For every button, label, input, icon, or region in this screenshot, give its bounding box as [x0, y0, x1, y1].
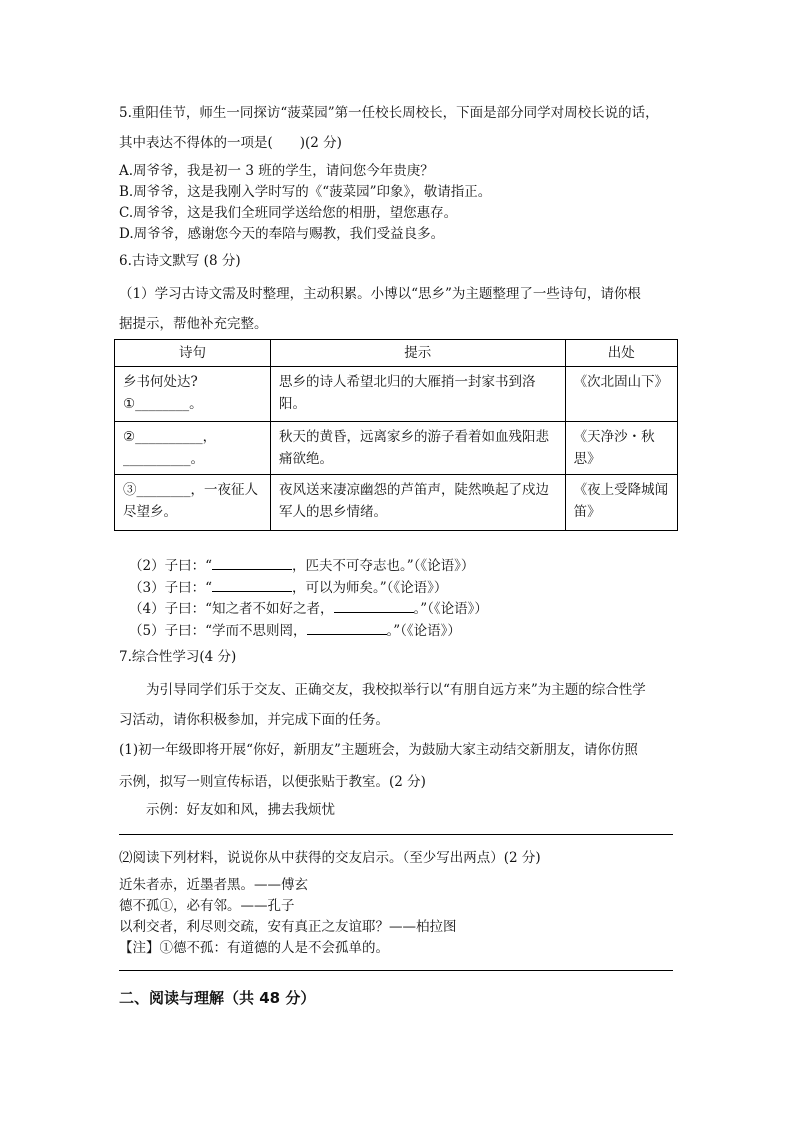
q5-option-c: C.周爷爷，这是我们全班同学送给您的相册，望您惠存。 — [119, 205, 458, 221]
material-item: 以利交者，利尽则交疏，安有真正之友谊耶？——柏拉图 — [119, 919, 457, 935]
source-cell: 《次北固山下》 — [565, 367, 677, 422]
verse-cell[interactable] — [115, 367, 271, 422]
q7-title: 7.综合性学习(4 分) — [119, 649, 237, 665]
q6-item-3 — [129, 577, 447, 598]
q7-part2: ⑵阅读下列材料，说说你从中获得的交友启示。（至少写出两点）(2 分) — [119, 850, 541, 866]
verse-blank[interactable]: ③________，一夜征人尽望乡。 — [123, 482, 258, 520]
table-header-row — [115, 340, 678, 367]
q5-line1: 5.重阳佳节，师生一同探访“菠菜园”第一任校长周校长，下面是部分同学对周校长说的话， — [119, 105, 659, 121]
q7-intro-line1: 为引导同学们乐于交友、正确交友，我校拟举行以“有朋自远方来”为主题的综合性学 — [146, 682, 646, 698]
verse-text: 乡书何处达? — [123, 374, 198, 390]
q6-title: 6.古诗文默写 (8 分) — [119, 253, 241, 269]
answer-line[interactable] — [119, 834, 673, 835]
source-cell: 《夜上受降城闻笛》 — [565, 475, 677, 531]
verse-blank[interactable]: __________。 — [123, 451, 204, 467]
q5-line2: 其中表达不得体的一项是( )(2 分) — [119, 135, 342, 151]
poem-table — [114, 339, 678, 531]
table-header: 出处 — [565, 340, 677, 367]
answer-blank[interactable] — [212, 577, 292, 592]
q6-item-4 — [129, 598, 488, 619]
verse-cell[interactable] — [115, 422, 271, 475]
material-item: 近朱者赤，近墨者黑。——傅玄 — [119, 877, 308, 893]
q6-intro-line2: 据提示，帮他补充完整。 — [119, 316, 268, 332]
source-cell: 《天净沙・秋思》 — [565, 422, 677, 475]
item-prefix: （5）子曰：“学而不思则罔， — [129, 623, 307, 639]
answer-blank[interactable] — [212, 555, 292, 570]
item-prefix: （4）子曰：“知之者不如好之者， — [129, 601, 334, 617]
answer-blank[interactable] — [307, 620, 387, 635]
answer-line[interactable] — [119, 970, 673, 971]
q5-option-a: A.周爷爷，我是初一 3 班的学生，请问您今年贵庚？ — [119, 163, 434, 179]
section-heading: 二、阅读与理解（共 48 分） — [119, 989, 316, 1007]
hint-cell: 秋天的黄昏，远离家乡的游子看着如血残阳悲痛欲绝。 — [271, 422, 566, 475]
q7-part1-line2: 示例，拟写一则宣传标语，以便张贴于教室。(2 分) — [119, 774, 426, 790]
item-suffix: ，可以为师矣。”（《论语》） — [292, 580, 448, 596]
hint-cell: 思乡的诗人希望北归的大雁捎一封家书到洛阳。 — [271, 367, 566, 422]
verse-blank[interactable]: ①________。 — [123, 396, 203, 412]
q5-option-d: D.周爷爷，感谢您今天的奉陪与赐教，我们受益良多。 — [119, 226, 445, 242]
table-row — [115, 475, 678, 531]
table-header: 诗句 — [115, 340, 271, 367]
q7-example: 示例：好友如和风，拂去我烦忧 — [146, 802, 335, 818]
item-prefix: （2）子曰：“ — [129, 558, 212, 574]
q5-option-b: B.周爷爷，这是我刚入学时写的《“菠菜园”印象》，敬请指正。 — [119, 184, 492, 200]
item-suffix: 。”（《论语》） — [386, 623, 461, 639]
material-item: 德不孤①，必有邻。——孔子 — [119, 898, 295, 914]
item-prefix: （3）子曰：“ — [129, 580, 212, 596]
hint-cell: 夜风送来凄凉幽怨的芦笛声，陡然唤起了戍边军人的思乡情绪。 — [271, 475, 566, 531]
q7-part1-line1: (1)初一年级即将开展“你好，新朋友”主题班会，为鼓励大家主动结交新朋友，请你仿照 — [119, 742, 638, 758]
answer-blank[interactable] — [334, 598, 414, 613]
verse-cell[interactable] — [115, 475, 271, 531]
item-suffix: 。”（《论语》） — [413, 601, 488, 617]
q7-intro-line2: 习活动，请你积极参加，并完成下面的任务。 — [119, 712, 389, 728]
q6-intro-line1: （1）学习古诗文需及时整理，主动积累。小博以“思乡”为主题整理了一些诗句，请你根 — [119, 286, 641, 302]
table-row — [115, 367, 678, 422]
verse-blank[interactable]: ②__________， — [123, 429, 217, 445]
table-row — [115, 422, 678, 475]
table-header: 提示 — [271, 340, 566, 367]
q6-item-5 — [129, 620, 461, 641]
item-suffix: ，匹夫不可夺志也。”（《论语》） — [292, 558, 475, 574]
material-note: 【注】①德不孤：有道德的人是不会孤单的。 — [119, 940, 389, 956]
q6-item-2 — [129, 555, 474, 576]
